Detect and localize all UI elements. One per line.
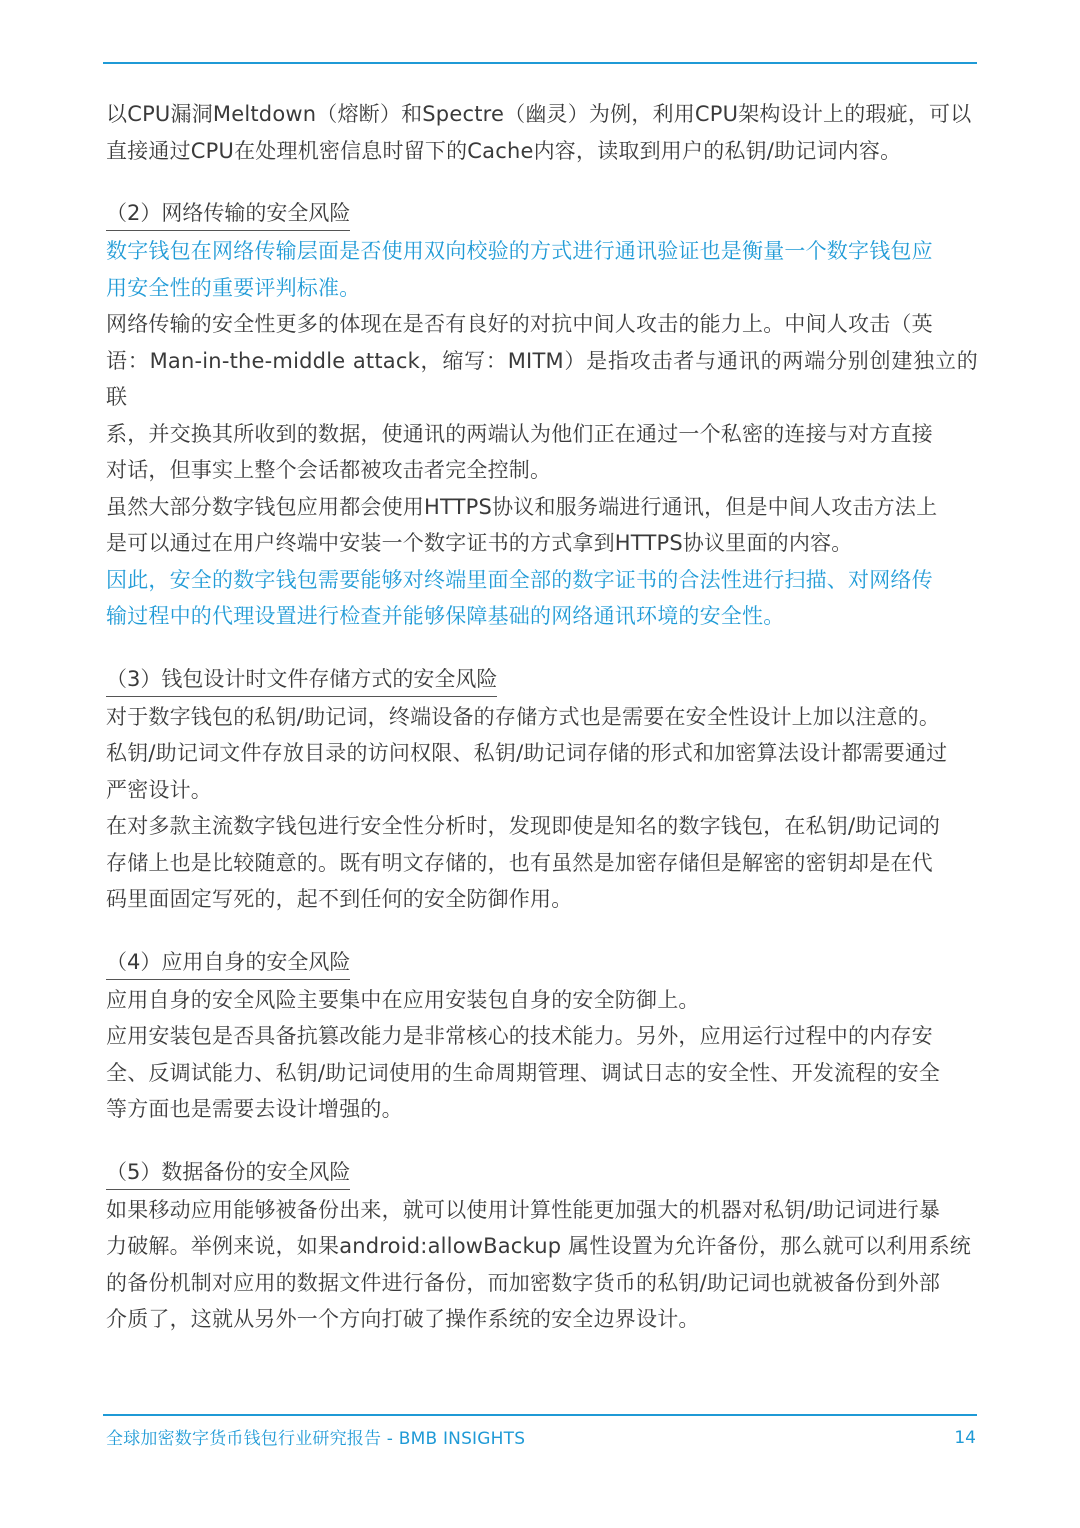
page-number: 14 — [954, 1428, 976, 1448]
section — [106, 1128, 978, 1338]
paragraph — [106, 1018, 978, 1128]
text-line: 网络传输的安全性更多的体现在是否有良好的对抗中间人攻击的能力上。中间人攻击（英 — [106, 312, 933, 336]
section — [106, 635, 978, 918]
highlighted-paragraph — [106, 562, 978, 635]
section — [106, 918, 978, 1128]
section-heading: （4）应用自身的安全风险 — [106, 948, 350, 980]
paragraph — [106, 306, 978, 489]
text-line: 存储上也是比较随意的。既有明文存储的，也有虽然是加密存储但是解密的密钥却是在代 — [106, 850, 933, 875]
text-line: 全、反调试能力、私钥/助记词使用的生命周期管理、调试日志的安全性、开发流程的安全 — [106, 1060, 941, 1085]
text-line: 直接通过CPU在处理机密信息时留下的Cache内容，读取到用户的私钥/助记词内容。 — [106, 138, 902, 163]
text-line: 数字钱包在网络传输层面是否使用双向校验的方式进行通讯验证也是衡量一个数字钱包应 — [106, 239, 933, 263]
text-line: 如果移动应用能够被备份出来，就可以使用计算性能更加强大的机器对私钥/助记词进行暴 — [106, 1197, 941, 1222]
paragraph — [106, 489, 978, 562]
text-line: 语：Man-in-the-middle attack，缩写：MITM）是指攻击者与通讯的两端分别创建独立的联 — [106, 348, 978, 409]
section-heading: （5）数据备份的安全风险 — [106, 1158, 350, 1190]
paragraph — [106, 808, 978, 918]
section-heading: （2）网络传输的安全风险 — [106, 199, 350, 231]
text-line: 因此，安全的数字钱包需要能够对终端里面全部的数字证书的合法性进行扫描、对网络传 — [106, 567, 933, 592]
text-line: 私钥/助记词文件存放目录的访问权限、私钥/助记词存储的形式和加密算法设计都需要通过 — [106, 741, 948, 765]
text-line: 对于数字钱包的私钥/助记词，终端设备的存储方式也是需要在安全性设计上加以注意的。 — [106, 704, 941, 729]
text-line: 对话，但事实上整个会话都被攻击者完全控制。 — [106, 458, 552, 482]
section — [106, 169, 978, 635]
text-line: 的备份机制对应用的数据文件进行备份，而加密数字货币的私钥/助记词也就被备份到外部 — [106, 1270, 941, 1295]
text-line: 用安全性的重要评判标准。 — [106, 275, 361, 300]
text-line: 系，并交换其所收到的数据，使通讯的两端认为他们正在通过一个私密的连接与对方直接 — [106, 421, 933, 446]
paragraph — [106, 699, 978, 809]
text-line: 应用安装包是否具备抗篡改能力是非常核心的技术能力。另外，应用运行过程中的内存安 — [106, 1024, 933, 1048]
text-line: 是可以通过在用户终端中安装一个数字证书的方式拿到HTTPS协议里面的内容。 — [106, 531, 853, 555]
text-line: 等方面也是需要去设计增强的。 — [106, 1097, 403, 1121]
page-body — [106, 96, 978, 1338]
section-heading: （3）钱包设计时文件存储方式的安全风险 — [106, 665, 497, 697]
text-line: 在对多款主流数字钱包进行安全性分析时，发现即使是知名的数字钱包，在私钥/助记词的 — [106, 814, 941, 838]
text-line: 介质了，这就从另外一个方向打破了操作系统的安全边界设计。 — [106, 1307, 700, 1331]
intro-paragraph — [106, 96, 978, 169]
highlighted-paragraph — [106, 233, 978, 306]
text-line: 以CPU漏洞Meltdown（熔断）和Spectre（幽灵）为例，利用CPU架构设计上的瑕疵，可以 — [106, 102, 972, 126]
footer-title: 全球加密数字货币钱包行业研究报告 - BMB INSIGHTS — [106, 1429, 526, 1449]
text-line: 力破解。举例来说，如果android:allowBackup 属性设置为允许备份，那么就可以利用系统 — [106, 1234, 971, 1258]
footer-rule — [103, 1414, 977, 1416]
paragraph — [106, 982, 978, 1019]
text-line: 码里面固定写死的，起不到任何的安全防御作用。 — [106, 887, 573, 911]
text-line: 应用自身的安全风险主要集中在应用安装包自身的安全防御上。 — [106, 987, 700, 1012]
header-rule — [103, 62, 977, 64]
text-line: 输过程中的代理设置进行检查并能够保障基础的网络通讯环境的安全性。 — [106, 604, 785, 628]
paragraph — [106, 1192, 978, 1338]
text-line: 严密设计。 — [106, 777, 212, 802]
text-line: 虽然大部分数字钱包应用都会使用HTTPS协议和服务端进行通讯，但是中间人攻击方法上 — [106, 494, 938, 519]
